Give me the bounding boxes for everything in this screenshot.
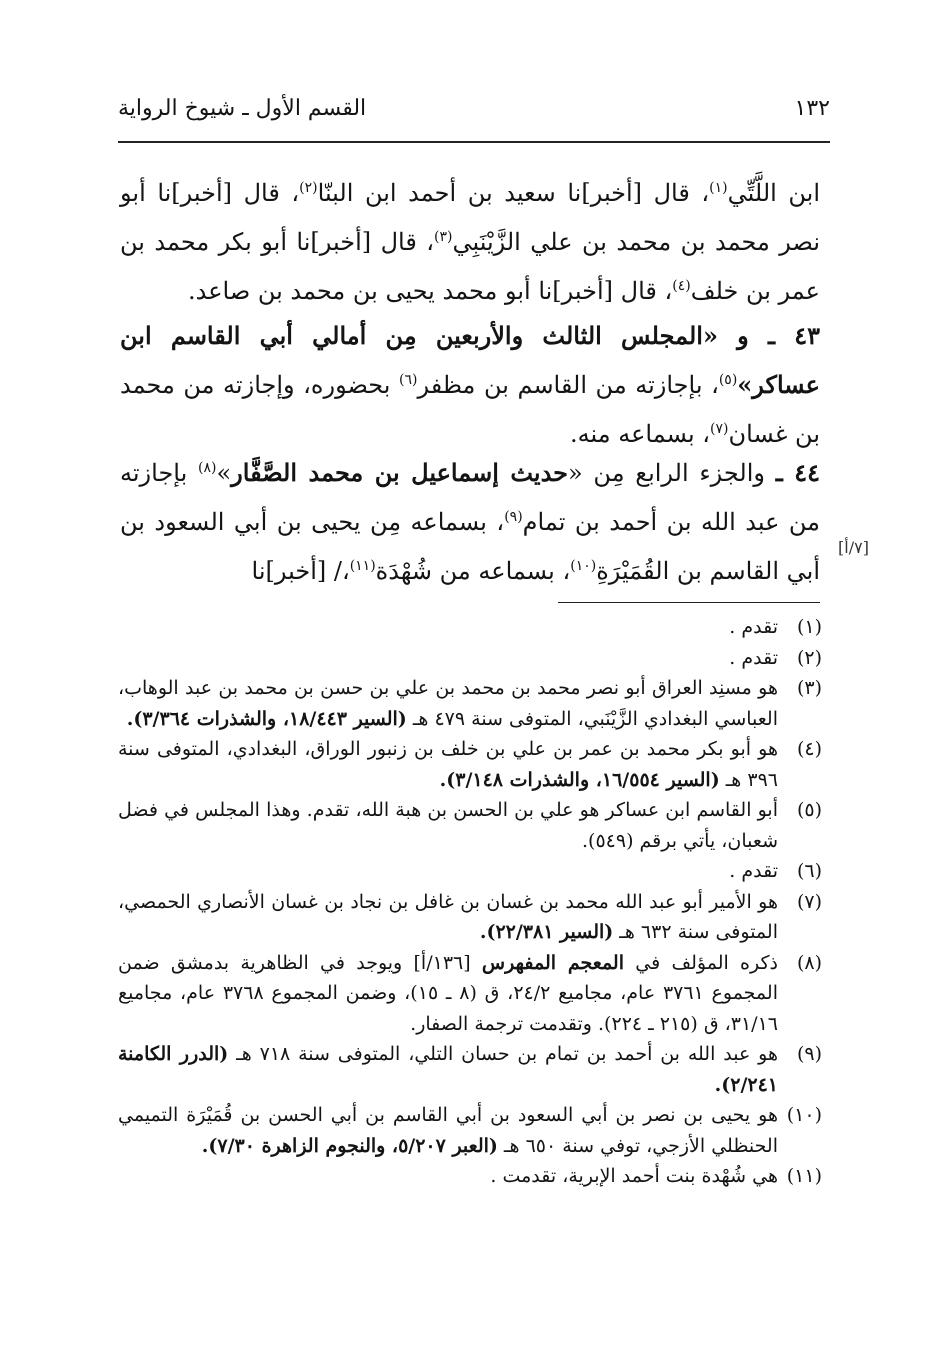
work-title: المجلس الثالث والأربعين مِن أمالي أبي القاسم ابن عساكر (120, 321, 820, 399)
footnote-citation: المعجم المفهرس (481, 951, 624, 974)
entry-number: ٤٤ ـ (775, 458, 820, 487)
text: ، قال [أخبر]نا أبو نصر محمد بن محمد بن علي الزَّيْنَبِي (120, 179, 820, 256)
footnote-text: هو الأمير أبو عبد الله محمد بن غسان بن غافل بن نجاد بن غسان الأنصاري الحمصي، المتوفى سنة ٦٣٢ هـ (118, 890, 778, 943)
text: ، بإجازته من القاسم بن مظفر (417, 371, 719, 399)
text: والجزء الرابع مِن « (568, 459, 776, 487)
text: ،/ [أخبر]نا (251, 557, 350, 585)
footnote-text: أبو القاسم ابن عساكر هو علي بن الحسن بن هبة الله، تقدم. وهذا المجلس في فضل شعبان، يأتي برقم (٥٤٩). (118, 799, 778, 852)
footnote-number: (٥) (796, 799, 822, 821)
footnote-item (118, 673, 822, 734)
text: ، قال [أخبر]نا أبو بكر محمد بن عمر بن خلف (120, 228, 820, 305)
paragraph-1 (120, 166, 820, 313)
footnote-item (118, 734, 822, 795)
page-header (118, 96, 830, 132)
footnote-text: هو عبد الله بن أحمد بن تمام بن حسان التلي، المتوفى سنة ٧١٨ هـ (228, 1043, 778, 1065)
footnote-text: تقدم . (729, 860, 778, 882)
paragraph-43 (120, 314, 820, 456)
footnote-item (118, 887, 822, 948)
footnote-citation: (الدرر الكامنة ٢/٢٤١). (118, 1043, 778, 1096)
footnote-ref: (١٠) (570, 558, 597, 574)
footnote-ref: (١١) (349, 558, 376, 574)
footnote-item (118, 643, 822, 674)
text: ، بسماعه منه. (569, 420, 711, 448)
footnotes (118, 612, 822, 1192)
text: ، بسماعه من شُهْدَة (375, 557, 571, 585)
footnote-citation: (السير ١٨/٤٤٣، والشذرات ٣/٣٦٤). (126, 707, 407, 730)
footnote-citation: (العبر ٥/٢٠٧، والنجوم الزاهرة ٧/٣٠). (201, 1134, 498, 1157)
footnote-ref: (٦) (399, 372, 418, 388)
text: ، قال [أخبر]نا سعيد بن أحمد ابن البنّا (317, 179, 710, 207)
footnote-text: تقدم . (729, 616, 778, 638)
footnote-item (118, 948, 822, 1040)
footnote-text: هو مسنِد العراق أبو نصر محمد بن محمد بن علي بن حسن بن محمد بن عبد الوهاب، العباسي البغدادي الزَّيْنَبي، المتوفى سنة ٤٧٩ هـ (118, 677, 778, 730)
footnote-ref: (٢) (299, 180, 318, 196)
work-title: حديث إسماعيل بن محمد الصَّفَّار (231, 458, 569, 487)
footnote-text: [١٣٦/أ] ويوجد في الظاهرية بدمشق ضمن المجموع ٣٧٦١ عام، مجاميع ٢٤/٢، ق (٨ ـ ١٥)، وضمن المجموع ٣٧٦٨ عام، مجاميع ٣١/١٦، ق (٢١٥ ـ ٢٢٤). وتقدمت ترجمة الصفار. (118, 951, 778, 1035)
footnote-text: هو أبو بكر محمد بن عمر بن علي بن خلف بن زنبور الوراق، البغدادي، المتوفى سنة ٣٩٦ هـ (118, 738, 778, 791)
footnote-number: (٩) (796, 1043, 822, 1065)
footnote-item (118, 1100, 822, 1161)
footnote-number: (٨) (796, 951, 822, 974)
footnote-text: ذكره المؤلف في (624, 951, 779, 974)
footnote-ref: (١) (709, 180, 728, 196)
header-divider (118, 141, 830, 143)
footnote-text: تقدم . (729, 646, 778, 669)
footnote-number: (١) (796, 616, 822, 638)
footnote-number: (٦) (796, 860, 822, 882)
footnote-citation: (السير ١٦/٥٥٤، والشذرات ٣/١٤٨). (439, 768, 720, 791)
footnote-number: (٤) (796, 738, 822, 760)
footnote-item (118, 856, 822, 887)
footnote-ref: (٨) (198, 460, 217, 476)
text: » (216, 459, 232, 487)
footnote-ref: (٩) (504, 509, 523, 525)
footnote-number: (٣) (796, 677, 822, 699)
text: » (737, 370, 753, 399)
footnote-number: (٧) (796, 890, 822, 913)
footnote-ref: (٥) (718, 372, 738, 388)
text: بحضوره، وإجازته من محمد بن غسان (120, 371, 820, 448)
text: ، بسماعه مِن يحيى بن أبي السعود بن أبي القاسم بن القُمَيْرَةِ (120, 508, 820, 585)
footnote-text: هي شُهْدة بنت أحمد الإبرية، تقدمت . (490, 1165, 778, 1187)
footnote-item (118, 1161, 822, 1192)
text: بإجازته من عبد الله بن أحمد بن تمام (120, 459, 821, 536)
footnote-item (118, 1039, 822, 1100)
footnote-ref: (٧) (710, 421, 729, 437)
entry-number: ٤٣ ـ و « (702, 321, 821, 350)
page-number: ١٣٢ (794, 96, 830, 121)
footnote-number: (١١) (786, 1165, 822, 1187)
footnote-divider (558, 602, 820, 603)
footnote-text: هو يحيى بن نصر بن أبي السعود بن أبي القاسم بن أبي الحسن بن قُمَيْرَة التميمي الحنظلي الأزجي، توفي سنة ٦٥٠ هـ (118, 1104, 778, 1157)
text: ، قال [أخبر]نا أبو محمد يحيى بن محمد بن صاعد. (187, 277, 673, 305)
footnote-number: (١٠) (786, 1104, 822, 1126)
footnote-ref: (٣) (433, 229, 453, 245)
paragraph-44 (120, 446, 820, 593)
footnote-number: (٢) (796, 646, 822, 669)
footnote-ref: (٤) (672, 278, 691, 294)
footnote-citation: (السير ٢٢/٣٨١). (479, 921, 614, 943)
footnote-item (118, 795, 822, 856)
footnote-item (118, 612, 822, 643)
manuscript-folio-marker: [٧/أ] (838, 538, 869, 557)
text: ابن اللَّتِّي (727, 179, 821, 207)
running-title: القسم الأول ـ شيوخ الرواية (118, 96, 367, 121)
